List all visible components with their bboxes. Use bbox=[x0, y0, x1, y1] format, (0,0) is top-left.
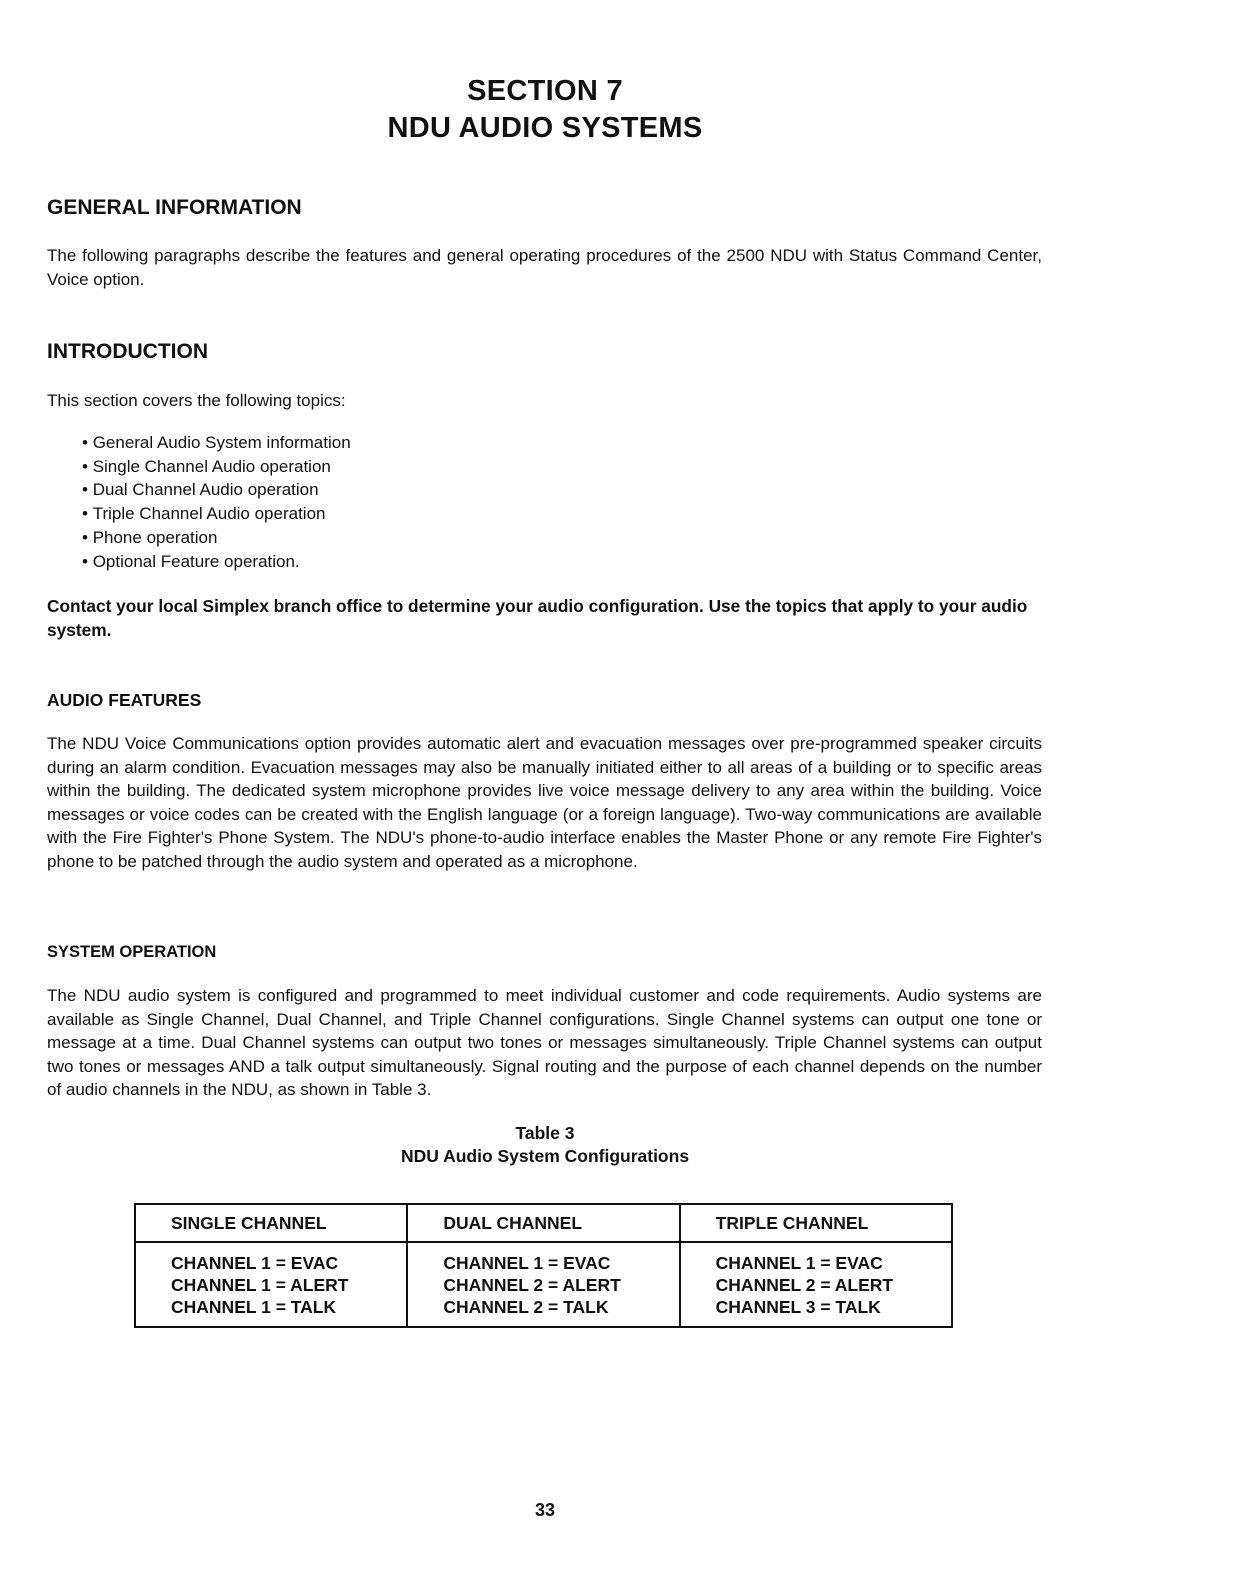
list-item: • Dual Channel Audio operation bbox=[82, 478, 351, 502]
table-caption-title: NDU Audio System Configurations bbox=[400, 1146, 690, 1166]
table-row bbox=[135, 1242, 952, 1327]
column-header-triple: TRIPLE CHANNEL bbox=[680, 1204, 952, 1242]
channel-assignment: CHANNEL 2 = ALERT bbox=[443, 1275, 621, 1295]
column-header-single: SINGLE CHANNEL bbox=[135, 1204, 407, 1242]
channel-assignment: CHANNEL 1 = EVAC bbox=[171, 1253, 339, 1273]
channel-assignment: CHANNEL 1 = EVAC bbox=[715, 1253, 883, 1273]
system-operation-heading: SYSTEM OPERATION bbox=[47, 943, 217, 961]
audio-features-text: The NDU Voice Communications option provides automatic alert and evacuation messages over pre-programmed speaker circuits during an alarm condition. Evacuation messages may also be manually initiated either to all areas of a building or to specific areas within the building. The dedicated system microphone provides live voice message delivery to any area within the building. Voice messages or voice codes can be created with the English language (or a foreign language). Two-way communications are available with the Fire Fighter's Phone System. The NDU's phone-to-audio interface enables the Master Phone or any remote Fire Fighter's phone to be patched through the audio system and operated as a microphone. bbox=[47, 734, 1042, 871]
configuration-notice: Contact your local Simplex branch office to determine your audio configuration. Use the topics that apply to your audio system. bbox=[47, 596, 1028, 640]
section-number: SECTION 7 bbox=[467, 75, 623, 107]
audio-configuration-table bbox=[134, 1203, 953, 1328]
general-information-heading: GENERAL INFORMATION bbox=[47, 196, 302, 219]
system-operation-text: The NDU audio system is configured and programmed to meet individual customer and code requirements. Audio systems are available as Single Channel, Dual Channel, and Triple Channel configurations. Single Channel systems can output one tone or message at a time. Dual Channel systems can output two tones or messages simultaneously. Triple Channel systems can output two tones or messages AND a talk output simultaneously. Signal routing and the purpose of each channel depends on the number of audio channels in the NDU, as shown in Table 3. bbox=[47, 986, 1042, 1099]
triple-channel-cell bbox=[680, 1242, 952, 1327]
list-item: • Triple Channel Audio operation bbox=[82, 502, 351, 526]
channel-assignment: CHANNEL 1 = ALERT bbox=[171, 1275, 349, 1295]
general-information-text: The following paragraphs describe the features and general operating procedures of the 2500 NDU with Status Command Center, Voice option. bbox=[47, 246, 1042, 289]
channel-assignment: CHANNEL 3 = TALK bbox=[715, 1297, 881, 1317]
topics-list bbox=[82, 431, 351, 573]
channel-assignment: CHANNEL 1 = TALK bbox=[171, 1297, 337, 1317]
channel-assignment: CHANNEL 1 = EVAC bbox=[443, 1253, 611, 1273]
section-title: NDU AUDIO SYSTEMS bbox=[387, 112, 703, 144]
list-item: • General Audio System information bbox=[82, 431, 351, 455]
introduction-lead: This section covers the following topics: bbox=[47, 391, 346, 410]
channel-assignment: CHANNEL 2 = ALERT bbox=[715, 1275, 894, 1295]
dual-channel-cell bbox=[407, 1242, 679, 1327]
channel-assignment: CHANNEL 2 = TALK bbox=[443, 1297, 609, 1317]
list-item: • Single Channel Audio operation bbox=[82, 455, 351, 479]
list-item: • Optional Feature operation. bbox=[82, 550, 351, 574]
page-number: 33 bbox=[534, 1500, 556, 1520]
single-channel-cell bbox=[135, 1242, 407, 1327]
column-header-dual: DUAL CHANNEL bbox=[407, 1204, 679, 1242]
list-item: • Phone operation bbox=[82, 526, 351, 550]
introduction-heading: INTRODUCTION bbox=[47, 340, 208, 363]
table-caption-number: Table 3 bbox=[515, 1123, 575, 1143]
audio-features-heading: AUDIO FEATURES bbox=[47, 690, 202, 710]
